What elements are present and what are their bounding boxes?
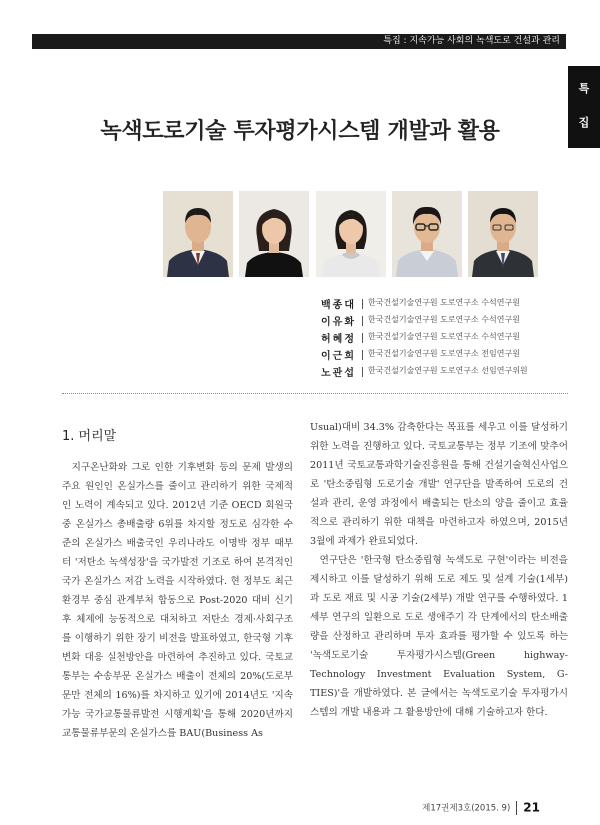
author-photo-2 xyxy=(239,191,309,277)
author-affiliation: 한국건설기술연구원 도로연구소 선임연구위원 xyxy=(368,366,528,375)
author-photo-5 xyxy=(468,191,538,277)
author-list xyxy=(300,296,570,381)
author-divider xyxy=(362,333,363,343)
author-photo-3 xyxy=(316,191,386,277)
author-divider xyxy=(362,367,363,377)
section-heading: 1. 머리말 xyxy=(62,429,117,444)
side-tab xyxy=(568,66,600,148)
issue-info: 제17권제3호(2015. 9) xyxy=(422,803,511,814)
body-paragraph-continued: Usual)대비 34.3% 감축한다는 목표를 세우고 이를 달성하기 위한 노력을 진행하고 있다. 국토교통부는 정부 기조에 맞추어 2011년 국토교통과학기술진흥원을 통해 건설기술혁신사업으로 '탄소중립형 도로기술 개발' 연구단을 발족하여 도로의 건설과 관리, 운영 과정에서 배출되는 탄소의 양을 줄이고 효율적으로 관리하기 위한 대책을 마련하고자 하였으며, 2015년 3월에 과제가 완료되었다. xyxy=(310,422,568,547)
author-row xyxy=(300,347,570,364)
author-name: 백종대 xyxy=(321,300,356,311)
page-number: 21 xyxy=(523,800,540,815)
section-header-bar xyxy=(32,34,566,49)
author-divider xyxy=(362,299,363,309)
author-photos xyxy=(163,191,539,277)
author-divider xyxy=(362,350,363,360)
footer-divider xyxy=(516,801,517,815)
article-title: 녹색도로기술 투자평가시스템 개발과 활용 xyxy=(100,119,500,144)
author-name: 허혜정 xyxy=(321,334,356,345)
side-tab-char-2: 집 xyxy=(578,116,590,129)
author-affiliation: 한국건설기술연구원 도로연구소 수석연구원 xyxy=(368,298,520,307)
author-affiliation: 한국건설기술연구원 도로연구소 수석연구원 xyxy=(368,332,520,341)
author-name: 이근희 xyxy=(321,351,356,362)
author-photo-4 xyxy=(392,191,462,277)
author-row xyxy=(300,296,570,313)
side-tab-char-1: 특 xyxy=(578,82,590,95)
author-row xyxy=(300,364,570,381)
author-affiliation: 한국건설기술연구원 도로연구소 수석연구원 xyxy=(368,315,520,324)
author-photo-1 xyxy=(163,191,233,277)
dotted-divider xyxy=(62,393,568,394)
body-text-right-column xyxy=(310,418,568,722)
section-header-text: 특집 : 지속가능 사회의 녹색도로 건설과 관리 xyxy=(383,36,560,46)
body-paragraph: 연구단은 '한국형 탄소중립형 녹색도로 구현'이라는 비전을 제시하고 이를 달성하기 위해 도로 제도 및 설계 기술(1세부)과 도로 재료 및 시공 기술(2세부) 개발 연구를 수행하였다. 1세부 연구의 일환으로 도로 생애주기 각 단계에서의 탄소배출량을 산정하고 관리하며 투자 효과를 평가할 수 있도록 하는 '녹색도로기술 투자평가시스템(Green highway-Technology Investment Evaluation System, G-TIES)'을 개발하였다. 본 글에서는 녹색도로기술 투자평가시스템의 개발 내용과 그 활용방안에 대해 기술하고자 한다. xyxy=(310,555,568,718)
author-row xyxy=(300,313,570,330)
body-text-left-column: 지구온난화와 그로 인한 기후변화 등의 문제 발생의 주요 원인인 온실가스를 줄이고 관리하기 위한 국제적인 노력이 계속되고 있다. 2012년 기준 OECD 회원국 중 온실가스 총배출량 6위를 차지할 정도로 심각한 수준의 온실가스 배출국인 우리나라도 이명박 정부 때부터 '저탄소 녹색성장'을 국가발전 기조로 하여 본격적인 국가 온실가스 저감 노력을 시작하였다. 현 정부도 최근 환경부 중심 관계부처 합동으로 Post-2020 대비 신기후 체제에 능동적으로 대처하고 저탄소 경제·사회구조를 이행하기 위한 장기 비전을 발표하였고, 한국형 기후변화 대응 실천방안을 마련하여 추진하고 있다. 국토교통부는 수송부문 온실가스 배출이 전체의 20%(도로부문만 전체의 16%)를 차지하고 있기에 2014년도 '지속가능 국가교통물류발전 시행계획'을 통해 2020년까지 교통물류부문의 온실가스를 BAU(Business As xyxy=(62,462,293,739)
author-row xyxy=(300,330,570,347)
author-divider xyxy=(362,316,363,326)
page-footer xyxy=(422,797,540,815)
author-affiliation: 한국건설기술연구원 도로연구소 전임연구원 xyxy=(368,349,520,358)
author-name: 노관섭 xyxy=(321,368,356,379)
author-name: 이유화 xyxy=(321,317,356,328)
